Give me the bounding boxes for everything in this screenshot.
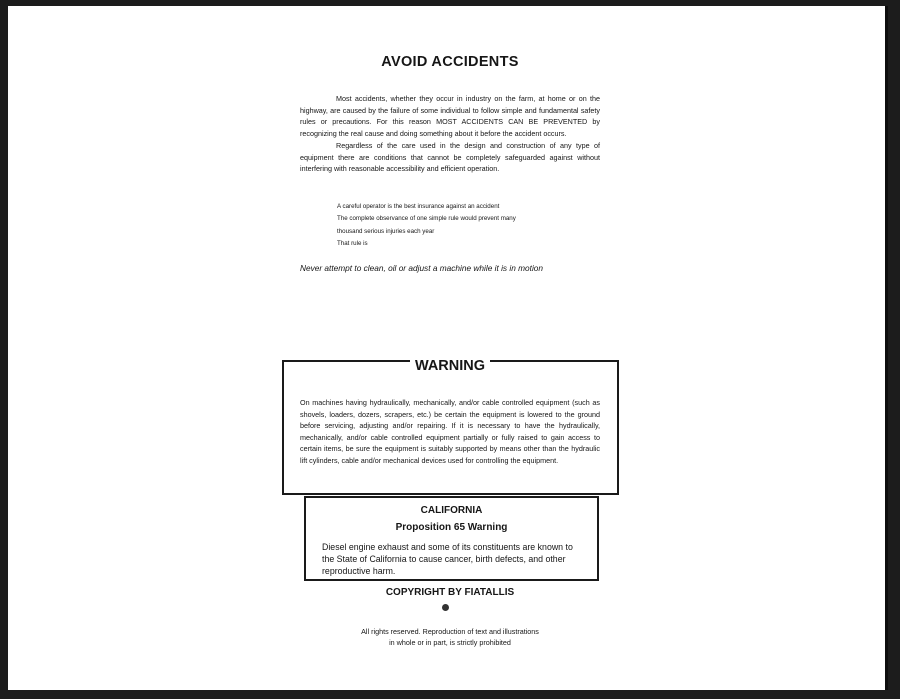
rights-notice [0, 626, 900, 648]
quote-line-3: thousand serious injuries each year [337, 227, 435, 235]
warning-title-wrap [0, 358, 900, 374]
intro-paragraph-1: Most accidents, whether they occur in industry on the farm, at home or on the highway, are caused by the failure of some individual to follow simple and fundamental safety rules or precautions. For this reason MOST ACCIDENTS CAN BE PREVENTED by recognizing the real cause and doing something about it before the accident occurs. [300, 94, 600, 139]
intro-section [300, 93, 600, 175]
rights-line-2: in whole or in part, is strictly prohibited [389, 638, 511, 647]
quote-line-1: A careful operator is the best insurance against an accident [337, 203, 500, 210]
safety-quote [337, 201, 577, 251]
quote-line-2: The complete observance of one simple rule would prevent many [337, 215, 516, 223]
quote-line-4: That rule is [337, 240, 368, 248]
proposition-65-subtitle: Proposition 65 Warning [395, 522, 508, 533]
page-title: AVOID ACCIDENTS [381, 54, 519, 70]
rights-line-1: All rights reserved. Reproduction of text and illustrations [361, 627, 539, 636]
bullet-dot-icon [442, 604, 449, 611]
warning-title: WARNING [410, 358, 490, 374]
intro-paragraph-2: Regardless of the care used in the design and construction of any type of equipment there are conditions that cannot be completely safeguarded against without interfering with reasonable accessibility and efficient operation. [300, 140, 600, 174]
warning-text: On machines having hydraulically, mechanically, and/or cable controlled equipment (such as shovels, loaders, dozers, scrapers, etc.) be certain the equipment is lowered to the ground before servicing, adjusting and/or repairing. If it is necessary to have the hydraulically, mechanically, and/or cable controlled equipment partially or fully raised to gain access to certain items, be sure the equipment is suitably supported by means other than the hydraulic lift cylinders, cable and/or mechanical devices used for controlling the equipment. [300, 398, 600, 465]
california-text: Diesel engine exhaust and some of its constituents are known to the State of California to cause cancer, birth defects, and other reproductive harm. [322, 542, 573, 576]
safety-rule: Never attempt to clean, oil or adjust a machine while it is in motion [300, 263, 544, 273]
california-title: CALIFORNIA [420, 505, 483, 516]
copyright-title: COPYRIGHT BY FIATALLIS [385, 587, 515, 598]
